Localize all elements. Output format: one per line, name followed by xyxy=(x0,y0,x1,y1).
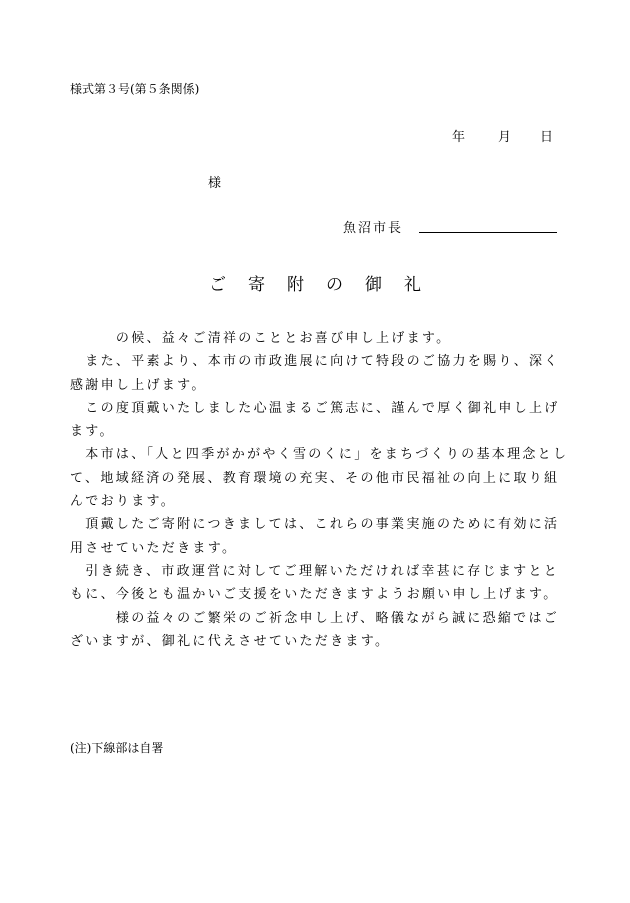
signer-title: 魚沼市長 xyxy=(343,221,404,236)
body-line: この度頂戴いたしました心温まるご篤志に、謹んで厚く御礼申し上げ xyxy=(70,400,560,416)
date-day-label: 日 xyxy=(540,130,554,145)
body-line: 様の益々のご繁栄のご祈念申し上げ、略儀ながら誠に恐縮ではご xyxy=(70,610,560,626)
signature-line xyxy=(419,232,557,233)
body-line: て、地域経済の発展、教育環境の充実、その他市民福祉の向上に取り組 xyxy=(70,470,560,486)
date-line xyxy=(452,126,553,145)
body-line: んでおります。 xyxy=(70,494,177,510)
body-line: 頂戴したご寄附につきましては、これらの事業実施のために有効に活 xyxy=(70,517,560,533)
body-line: ます。 xyxy=(70,424,115,440)
body-line: の候、益々ご清祥のこととお喜び申し上げます。 xyxy=(70,331,452,346)
date-year-label: 年 xyxy=(452,130,466,145)
body-line: もに、今後とも温かいご支援をいただきますようお願い申し上げます。 xyxy=(70,587,559,603)
body-line: 用させていただきます。 xyxy=(70,540,238,556)
date-month-label: 月 xyxy=(498,130,512,145)
body-line: 引き続き、市政運営に対してご理解いただければ幸甚に存じますとと xyxy=(70,563,560,579)
recipient-honorific: 様 xyxy=(208,176,222,191)
body-line: 感謝申し上げます。 xyxy=(70,377,207,393)
form-number: 様式第３号(第５条関係) xyxy=(70,82,200,96)
footnote: (注)下線部は自署 xyxy=(70,741,164,755)
document-body xyxy=(70,327,570,653)
body-line: 本市は、「人と四季がかがやく雪のくに」をまちづくりの基本理念とし xyxy=(70,447,569,463)
document-title: ご寄附の御礼 xyxy=(209,275,443,295)
body-line: また、平素より、本市の市政進展に向けて特段のご協力を賜り、深く xyxy=(70,354,560,370)
body-line: ざいますが、御礼に代えさせていただきます。 xyxy=(70,633,391,649)
